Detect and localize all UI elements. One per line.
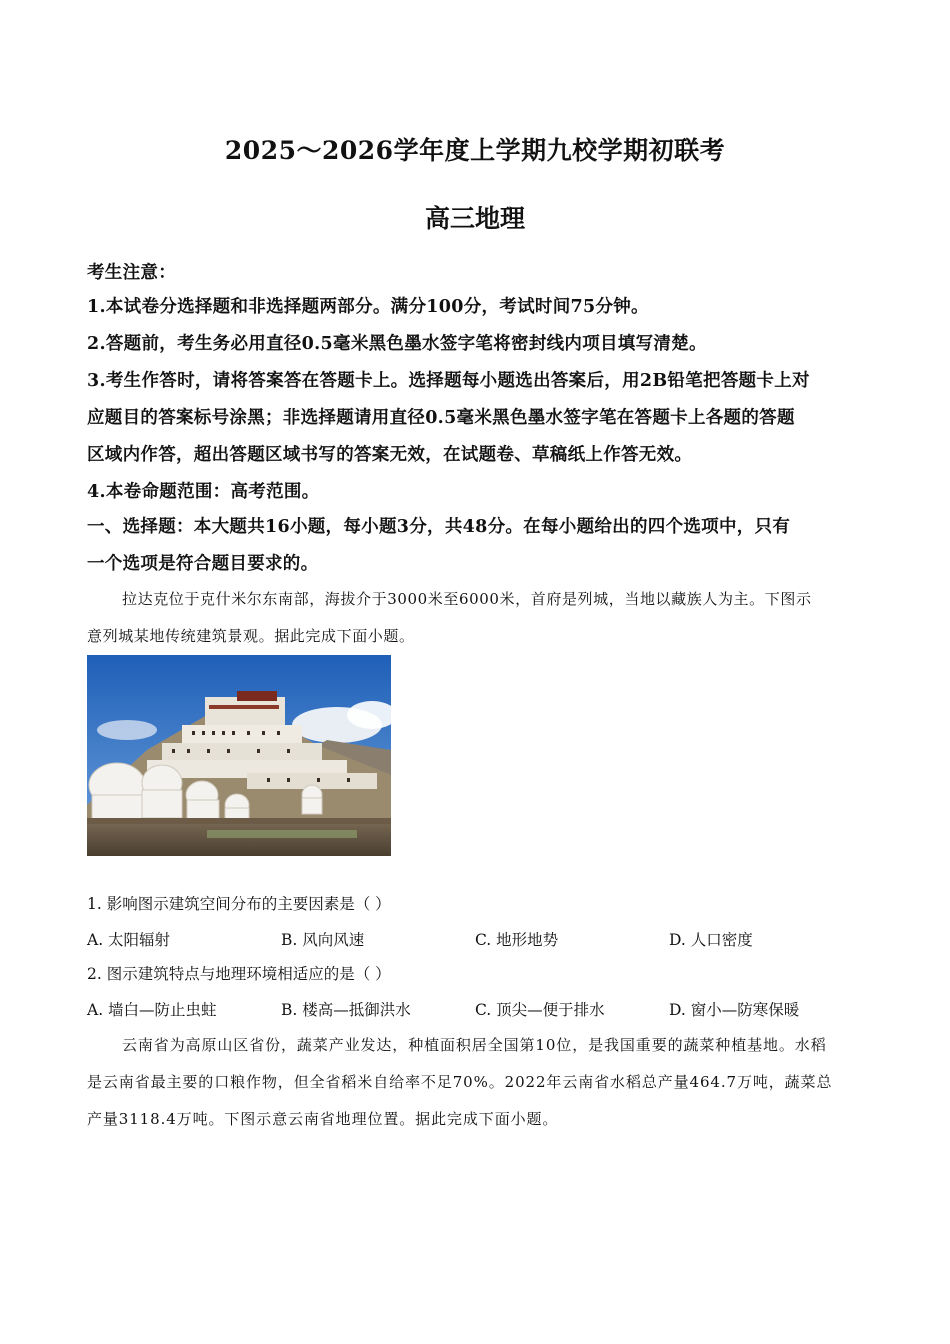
passage-text: 产量3118.4万吨。下图示意云南省地理位置。据此完成下面小题。: [87, 1110, 559, 1128]
option-d: D. 人口密度: [669, 931, 753, 949]
section-heading: 一、选择题：本大题共16小题，每小题3分，共48分。在每小题给出的四个选项中，只有: [87, 517, 791, 537]
question-stem: 2. 图示建筑特点与地理环境相适应的是（ ）: [87, 965, 391, 983]
notice-item: 4.本卷命题范围：高考范围。: [87, 482, 320, 502]
option-a: A. 太阳辐射: [87, 931, 171, 949]
exam-title: 2025～2026学年度上学期九校学期初联考: [224, 136, 726, 165]
notice-item: 2.答题前，考生务必用直径0.5毫米黑色墨水签字笔将密封线内项目填写清楚。: [87, 334, 707, 354]
question-stem: 1. 影响图示建筑空间分布的主要因素是（ ）: [87, 895, 391, 913]
passage-text: 云南省为高原山区省份，蔬菜产业发达，种植面积居全国第10位，是我国重要的蔬菜种植基地。水稻: [122, 1036, 827, 1054]
notice-item: 应题目的答案标号涂黑；非选择题请用直径0.5毫米黑色墨水签字笔在答题卡上各题的答题: [87, 408, 795, 428]
notice-heading: 考生注意：: [87, 263, 176, 283]
option-d: D. 窗小—防寒保暖: [669, 1001, 800, 1019]
passage-text: 意列城某地传统建筑景观。据此完成下面小题。: [87, 627, 415, 645]
option-b: B. 楼高—抵御洪水: [281, 1001, 411, 1019]
subject-title: 高三地理: [424, 204, 525, 233]
notice-item: 1.本试卷分选择题和非选择题两部分。满分100分，考试时间75分钟。: [87, 297, 649, 317]
option-a: A. 墙白—防止虫蛀: [87, 1001, 217, 1019]
notice-item: 3.考生作答时，请将答案答在答题卡上。选择题每小题选出答案后，用2B铅笔把答题卡上对: [87, 371, 810, 391]
option-c: C. 顶尖—便于排水: [475, 1001, 605, 1019]
monastery-photo: [87, 655, 391, 856]
section-heading-cont: 一个选项是符合题目要求的。: [87, 554, 319, 574]
passage-text: 是云南省最主要的口粮作物，但全省稻米自给率不足70%。2022年云南省水稻总产量464.7万吨，蔬菜总: [87, 1073, 833, 1091]
notice-item: 区域内作答，超出答题区域书写的答案无效，在试题卷、草稿纸上作答无效。: [87, 445, 693, 465]
passage-text: 拉达克位于克什米尔东南部，海拔介于3000米至6000米，首府是列城，当地以藏族人为主。下图示: [122, 590, 812, 608]
option-b: B. 风向风速: [281, 931, 365, 949]
option-c: C. 地形地势: [475, 931, 559, 949]
